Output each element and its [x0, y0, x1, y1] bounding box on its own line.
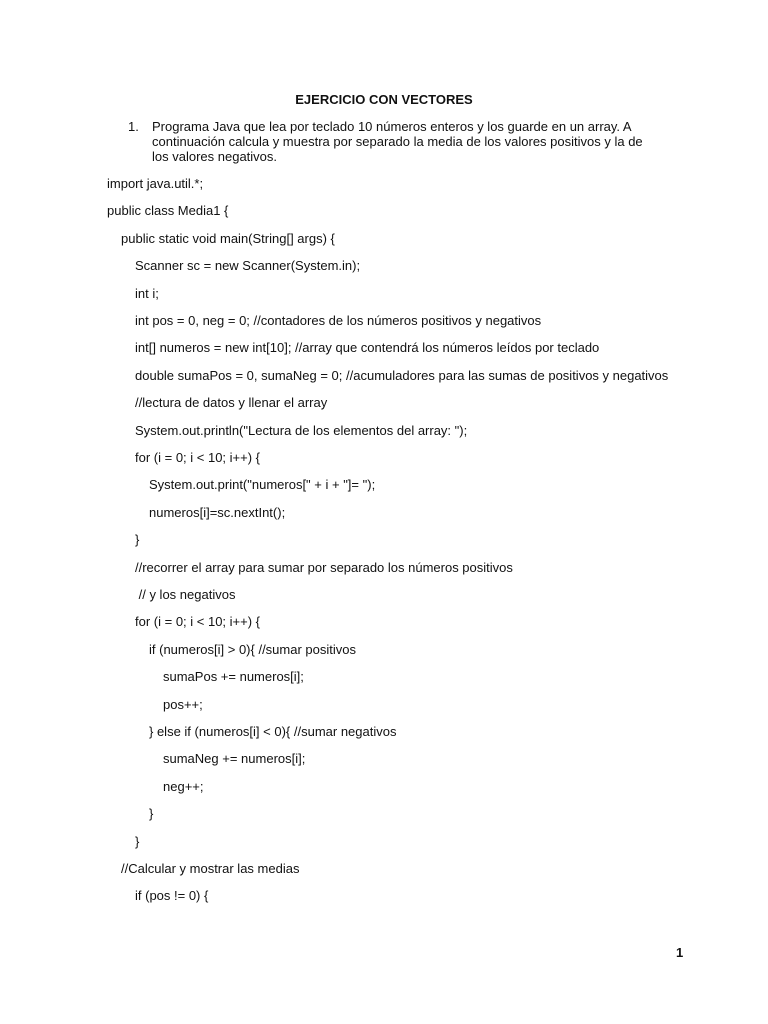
code-line: if (pos != 0) { [135, 888, 209, 903]
code-line: import java.util.*; [107, 176, 204, 191]
code-line: System.out.println("Lectura de los elementos del array: "); [135, 423, 468, 438]
exercise-item [128, 119, 658, 164]
code-line: //lectura de datos y llenar el array [135, 395, 328, 410]
code-line: for (i = 0; i < 10; i++) { [135, 450, 261, 465]
code-line: neg++; [163, 779, 204, 794]
code-line: Scanner sc = new Scanner(System.in); [135, 258, 361, 273]
code-line: numeros[i]=sc.nextInt(); [149, 505, 286, 520]
code-line: int pos = 0, neg = 0; //contadores de los números positivos y negativos [135, 313, 542, 328]
code-line: } [135, 834, 140, 849]
page-number: 1 [676, 945, 684, 960]
exercise-text: Programa Java que lea por teclado 10 números enteros y los guarde en un array. A continuación calcula y muestra por separado la media de los valores positivos y la de los valores negativos. [152, 119, 643, 164]
code-line: pos++; [163, 697, 203, 712]
code-line: // y los negativos [135, 587, 236, 602]
code-line: sumaPos += numeros[i]; [163, 669, 304, 684]
code-line: //Calcular y mostrar las medias [121, 861, 300, 876]
code-line: sumaNeg += numeros[i]; [163, 751, 306, 766]
code-line: double sumaPos = 0, sumaNeg = 0; //acumuladores para las sumas de positivos y negativos [135, 368, 669, 383]
document-title: EJERCICIO CON VECTORES [295, 92, 473, 107]
code-line: } [135, 532, 140, 547]
code-line: System.out.print("numeros[" + i + "]= "); [149, 477, 376, 492]
code-line: int i; [135, 286, 159, 301]
code-line: int[] numeros = new int[10]; //array que contendrá los números leídos por teclado [135, 340, 600, 355]
exercise-number: 1. [128, 119, 139, 134]
code-line: public static void main(String[] args) { [121, 231, 335, 246]
code-line: } [149, 806, 154, 821]
code-line: for (i = 0; i < 10; i++) { [135, 614, 261, 629]
code-line: } else if (numeros[i] < 0){ //sumar negativos [149, 724, 397, 739]
code-line: //recorrer el array para sumar por separado los números positivos [135, 560, 513, 575]
code-line: public class Media1 { [107, 203, 229, 218]
code-line: if (numeros[i] > 0){ //sumar positivos [149, 642, 356, 657]
